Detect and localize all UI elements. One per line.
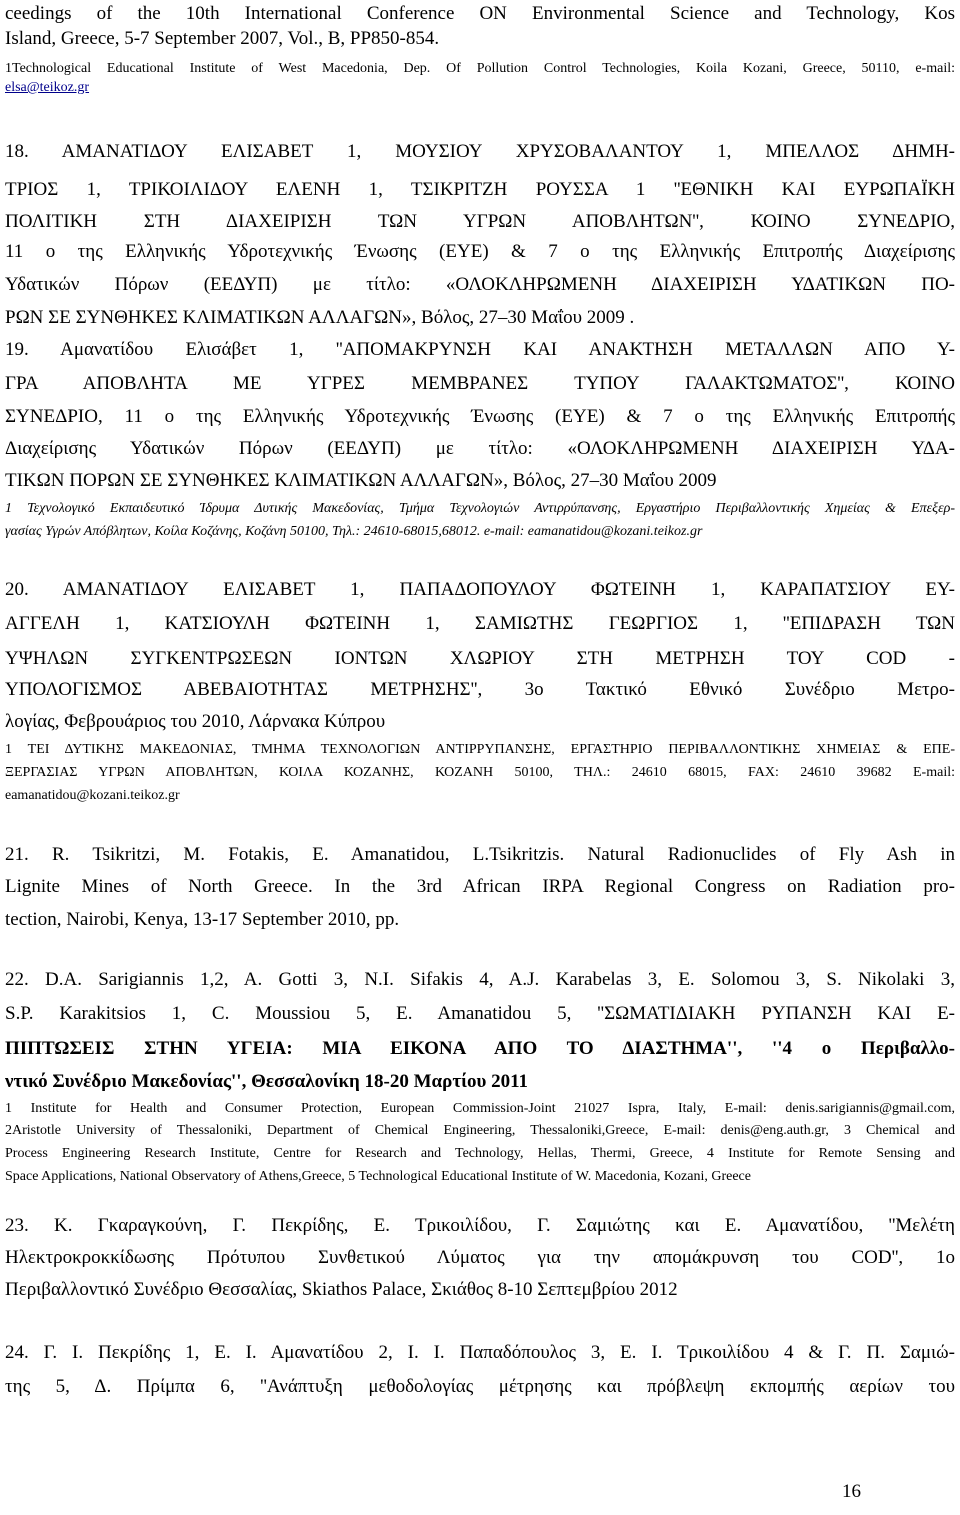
entry-20-line: ΥΠΟΛΟΓΙΣΜΟΣ ΑΒΕΒΑΙΟΤΗΤΑΣ ΜΕΤΡΗΣΗΣ'', 3ο Τακτικό Εθνικό Συνέδριο Μετρο- (5, 679, 955, 700)
entry-19-line: Διαχείρισης Υδατικών Πόρων (ΕΕΔΥΠ) με τίτλο: «ΟΛΟΚΛΗΡΩΜΕΝΗ ΔΙΑΧΕΙΡΙΣΗ ΥΔΑ- (5, 438, 955, 459)
entry-20-line: ΥΨΗΛΩΝ ΣΥΓΚΕΝΤΡΩΣΕΩΝ ΙΟΝΤΩΝ ΧΛΩΡΙΟΥ ΣΤΗ ΜΕΤΡΗΣΗ ΤΟΥ COD - (5, 648, 955, 669)
entry-24-line: 24. Γ. Ι. Πεκρίδης 1, Ε. Ι. Αμανατίδου 2, Ι. Ι. Παπαδόπουλος 3, Ε. Ι. Τρικοιλίδου 4 & Γ. Π. Σαμιώ- (5, 1342, 955, 1363)
email-link[interactable]: elsa@teikoz.gr (5, 80, 90, 95)
footnote-line: 1 ΤΕΙ ΔΥΤΙΚΗΣ ΜΑΚΕΔΟΝΙΑΣ, ΤΜΗΜΑ ΤΕΧΝΟΛΟΓΙΩΝ ΑΝΤΙΡΡΥΠΑΝΣΗΣ, ΕΡΓΑΣΤΗΡΙΟ ΠΕΡΙΒΑΛΛΟΝΤΙΚΗΣ ΧΗΜΕΙΑΣ & ΕΠΕ- (5, 742, 955, 757)
entry-18-line: 11 ο της Ελληνικής Υδροτεχνικής Ένωσης (ΕΥΕ) & 7 ο της Ελληνικής Επιτροπής Διαχείρισης (5, 241, 955, 262)
entry-20-line: λογίας, Φεβρουάριος του 2010, Λάρνακα Κύπρου (5, 711, 386, 732)
entry-21-line: tection, Nairobi, Kenya, 13-17 September 2010, pp. (5, 909, 400, 930)
entry-22-line: S.P. Karakitsios 1, C. Moussiou 5, E. Amanatidou 5, ''ΣΩΜΑΤΙΔΙΑΚΗ ΡΥΠΑΝΣΗ ΚΑΙ Ε- (5, 1003, 955, 1024)
footnote-line: eamanatidou@kozani.teikoz.gr (5, 788, 180, 803)
footnote-line: Space Applications, National Observatory of Athens,Greece, 5 Technological Educational Institute of W. Macedonia, Kozani, Greece (5, 1169, 751, 1184)
entry-23-line: 23. Κ. Γκαραγκούνη, Γ. Πεκρίδης, Ε. Τρικοιλίδου, Γ. Σαμιώτης και Ε. Αμανατίδου, ''Μελέτη (5, 1215, 955, 1236)
entry-18-line: ΠΟΛΙΤΙΚΗ ΣΤΗ ΔΙΑΧΕΙΡΙΣΗ ΤΩΝ ΥΓΡΩΝ ΑΠΟΒΛΗΤΩΝ'', ΚΟΙΝΟ ΣΥΝΕΔΡΙΟ, (5, 211, 955, 232)
entry-18-line: ΤΡΙΟΣ 1, ΤΡΙΚΟΙΛΙΔΟΥ ΕΛΕΝΗ 1, ΤΣΙΚΡΙΤΖΗ ΡΟΥΣΣΑ 1 ''ΕΘΝΙΚΗ ΚΑΙ ΕΥΡΩΠΑΪΚΗ (5, 179, 955, 200)
entry-18-line: ΡΩΝ ΣΕ ΣΥΝΘΗΚΕΣ ΚΛΙΜΑΤΙΚΩΝ ΑΛΛΑΓΩΝ», Βόλος, 27–30 Μαΐου 2009 . (5, 307, 635, 328)
footnote-line: 2Aristotle University of Thessaloniki, Department of Chemical Engineering, Thessaloniki,Greece, E-mail: denis@eng.auth.gr, 3 Chemical and (5, 1123, 955, 1138)
entry-18-line: 18. ΑΜΑΝΑΤΙΔΟΥ ΕΛΙΣΑΒΕΤ 1, ΜΟΥΣΙΟΥ ΧΡΥΣΟΒΑΛΑΝΤΟΥ 1, ΜΠΕΛΛΟΣ ΔΗΜΗ- (5, 141, 955, 162)
footnote-line: ΞΕΡΓΑΣΙΑΣ ΥΓΡΩΝ ΑΠΟΒΛΗΤΩΝ, ΚΟΙΛΑ ΚΟΖΑΝΗΣ, ΚΟΖΑΝΗ 50100, ΤΗΛ.: 24610 68015, FAX: 24610 39682 E-mail: (5, 765, 955, 780)
entry-19-line: ΓΡΑ ΑΠΟΒΛΗΤΑ ΜΕ ΥΓΡΕΣ ΜΕΜΒΡΑΝΕΣ ΤΥΠΟΥ ΓΑΛΑΚΤΩΜΑΤΟΣ'', ΚΟΙΝΟ (5, 373, 955, 394)
entry-23-line: Ηλεκτροκροκκίδωσης Πρότυπου Συνθετικού Λύματος για την απομάκρυνση του COD'', 1ο (5, 1247, 955, 1268)
entry-22-line: ντικό Συνέδριο Μακεδονίας'', Θεσσαλονίκη 18-20 Μαρτίου 2011 (5, 1071, 529, 1092)
footnote-line: 1Technological Educational Institute of West Macedonia, Dep. Of Pollution Control Technologies, Koila Kozani, Greece, 50110, e-mail: (5, 61, 955, 76)
entry-24-line: της 5, Δ. Πρίμπα 6, ''Ανάπτυξη μεθοδολογίας μέτρησης και πρόβλεψη εκπομπής αερίων του (5, 1376, 955, 1397)
entry-19-line: ΤΙΚΩΝ ΠΟΡΩΝ ΣΕ ΣΥΝΘΗΚΕΣ ΚΛΙΜΑΤΙΚΩΝ ΑΛΛΑΓΩΝ», Βόλος, 27–30 Μαΐου 2009 (5, 470, 717, 491)
entry-21-line: Lignite Mines of North Greece. In the 3rd African IRPA Regional Congress on Radiation pro- (5, 876, 955, 897)
entry-20-line: 20. ΑΜΑΝΑΤΙΔΟΥ ΕΛΙΣΑΒΕΤ 1, ΠΑΠΑΔΟΠΟΥΛΟΥ ΦΩΤΕΙΝΗ 1, ΚΑΡΑΠΑΤΣΙΟΥ ΕΥ- (5, 579, 955, 600)
text-line: Island, Greece, 5-7 September 2007, Vol., B, PP850-854. (5, 28, 440, 49)
entry-21-line: 21. R. Tsikritzi, M. Fotakis, E. Amanatidou, L.Tsikritzis. Natural Radionuclides of Fly Ash in (5, 844, 955, 865)
footnote-line: 1 Institute for Health and Consumer Protection, European Commission-Joint 21027 Ispra, Italy, E-mail: denis.sarigiannis@gmail.com, (5, 1101, 955, 1116)
entry-19-line: ΣΥΝΕΔΡΙΟ, 11 ο της Ελληνικής Υδροτεχνικής Ένωσης (ΕΥΕ) & 7 ο της Ελληνικής Επιτροπής (5, 406, 955, 427)
footnote-line: Process Engineering Research Institute, Centre for Research and Technology, Hellas, Thermi, Greece, 4 Institute for Remote Sensing and (5, 1146, 955, 1161)
footnote-line: γασίας Υγρών Απόβλητων, Κοίλα Κοζάνης, Κοζάνη 50100, Τηλ.: 24610-68015,68012. e-mail: eamanatidou@kozani.teikoz.gr (5, 524, 703, 539)
entry-22-line: ΠΙΠΤΩΣΕΙΣ ΣΤΗΝ ΥΓΕΙΑ: ΜΙΑ ΕΙΚΟΝΑ ΑΠΟ ΤΟ ΔΙΑΣΤΗΜΑ'', ''4 ο Περιβαλλο- (5, 1038, 955, 1059)
entry-20-line: ΑΓΓΕΛΗ 1, ΚΑΤΣΙΟΥΛΗ ΦΩΤΕΙΝΗ 1, ΣΑΜΙΩΤΗΣ ΓΕΩΡΓΙΟΣ 1, ''ΕΠΙΔΡΑΣΗ ΤΩΝ (5, 613, 955, 634)
entry-18-line: Υδατικών Πόρων (ΕΕΔΥΠ) με τίτλο: «ΟΛΟΚΛΗΡΩΜΕΝΗ ΔΙΑΧΕΙΡΙΣΗ ΥΔΑΤΙΚΩΝ ΠΟ- (5, 274, 955, 295)
footnote-line: 1 Τεχνολογικό Εκπαιδευτικό Ίδρυμα Δυτικής Μακεδονίας, Τμήμα Τεχνολογιών Αντιρρύπανσης, Εργαστήριο Περιβαλλοντικής Χημείας & Επεξερ- (5, 501, 955, 516)
entry-19-line: 19. Αμανατίδου Ελισάβετ 1, ''ΑΠΟΜΑΚΡΥΝΣΗ ΚΑΙ ΑΝΑΚΤΗΣΗ ΜΕΤΑΛΛΩΝ ΑΠΟ Υ- (5, 339, 955, 360)
entry-23-line: Περιβαλλοντικό Συνέδριο Θεσσαλίας, Skiathos Palace, Σκιάθος 8-10 Σεπτεμβρίου 2012 (5, 1279, 678, 1300)
entry-22-line: 22. D.A. Sarigiannis 1,2, A. Gotti 3, N.I. Sifakis 4, A.J. Karabelas 3, E. Solomou 3, S. Nikolaki 3, (5, 969, 955, 990)
page-number: 16 (842, 1481, 861, 1502)
text-line: ceedings of the 10th International Conference ON Environmental Science and Technology, Kos (5, 3, 955, 24)
